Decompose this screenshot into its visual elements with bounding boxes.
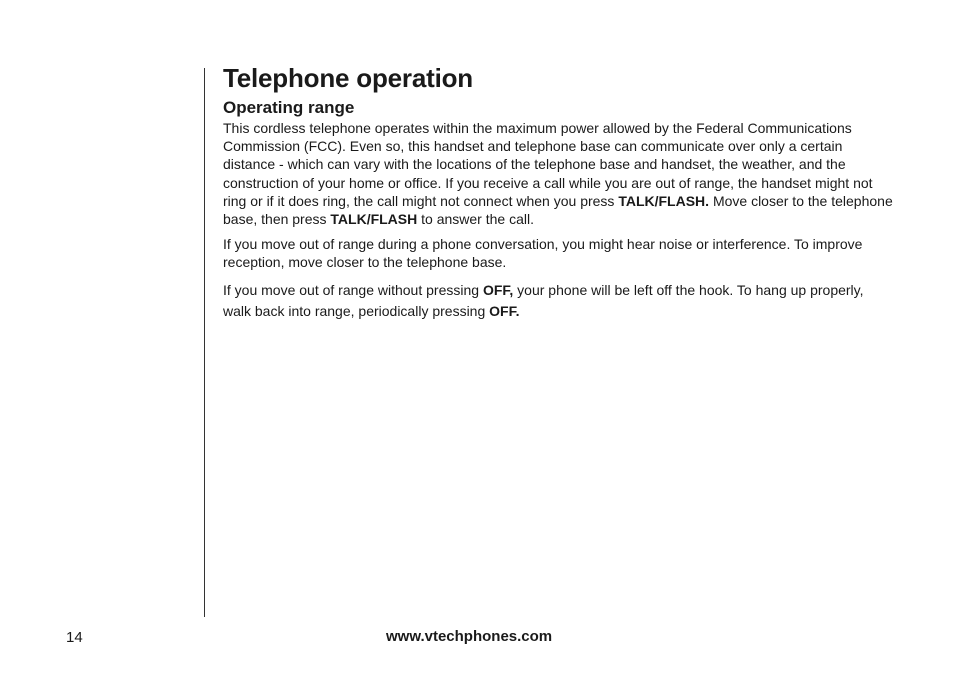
page-content — [223, 62, 893, 329]
text-run: to answer the call. — [417, 211, 534, 228]
paragraph-range-intro — [223, 119, 893, 228]
text-run: This cordless telephone operates within the maximum power allowed by the Federal Communications Commission (FCC). Even so, this handset and telephone base can communicate over only a certain distance - which can vary with the locations of the telephone base and handset, the weather, and the construction of your home or office. If you receive a call while you are out of range, the handset might not ring or if it does ring, the call might not connect when you press — [223, 120, 873, 209]
margin-rule — [204, 68, 205, 617]
text-run: If you move out of range without pressing — [223, 281, 483, 298]
key-label-off: OFF. — [489, 302, 520, 319]
footer-url: www.vtechphones.com — [386, 628, 553, 645]
text-run: Move closer to the telephone base, then press — [223, 192, 893, 228]
section-heading: Operating range — [223, 98, 355, 117]
page-number: 14 — [66, 629, 83, 646]
page-title: Telephone operation — [223, 63, 473, 93]
paragraph-range-off-hook — [223, 280, 893, 322]
text-run: your phone will be left off the hook. To hang up properly, walk back into range, periodically pressing — [223, 281, 864, 319]
key-label-talk-flash: TALK/FLASH — [330, 211, 418, 228]
paragraph-range-conversation — [223, 235, 893, 271]
key-label-talk-flash: TALK/FLASH. — [618, 192, 710, 209]
key-label-off: OFF, — [482, 281, 514, 298]
text-run: If you move out of range during a phone conversation, you might hear noise or interference. To improve reception, move closer to the telephone base. — [223, 236, 863, 271]
